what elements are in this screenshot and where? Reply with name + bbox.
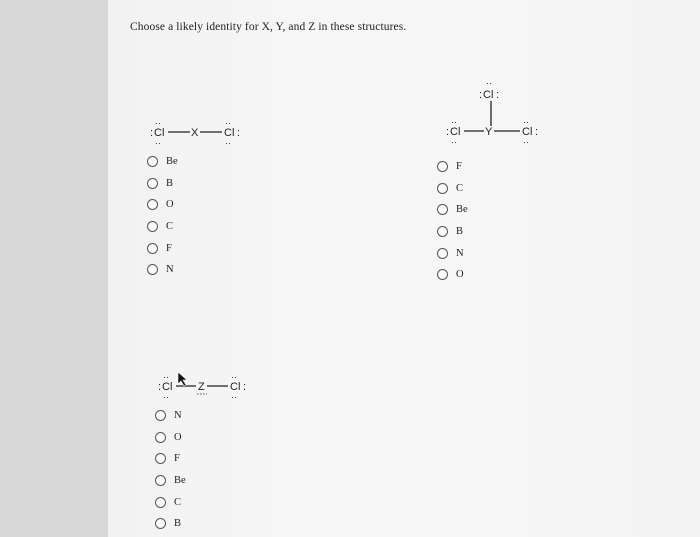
options-x <box>147 151 178 281</box>
lone-pair-dots: ·· <box>155 138 161 148</box>
option-x-b[interactable] <box>147 173 178 195</box>
structure-y <box>446 80 556 151</box>
lone-pair-dots: ·· <box>163 372 169 382</box>
structure-x <box>148 118 258 151</box>
structure-z-right-colon: : <box>243 381 247 393</box>
option-label: B <box>456 226 464 238</box>
structure-x-center: X <box>191 127 199 139</box>
structure-y-right-cl: Cl <box>522 126 533 138</box>
lone-pair-dots: ·· <box>225 138 231 148</box>
option-label: N <box>174 410 182 422</box>
option-z-o[interactable] <box>155 427 186 449</box>
lone-pair-dots: ·· <box>231 392 237 402</box>
radio-button[interactable] <box>437 161 448 172</box>
structure-x-left-atom: : <box>150 127 154 139</box>
option-label: N <box>456 247 464 259</box>
radio-button[interactable] <box>437 226 448 237</box>
option-y-b[interactable] <box>437 221 468 243</box>
option-x-f[interactable] <box>147 237 178 259</box>
radio-button[interactable] <box>147 221 158 232</box>
option-label: B <box>174 518 182 530</box>
option-label: O <box>166 199 174 211</box>
structure-z <box>158 372 268 407</box>
structure-y-left-colon: : <box>446 126 450 138</box>
radio-button[interactable] <box>147 264 158 275</box>
question-text: Choose a likely identity for X, Y, and Z in these structures. <box>130 21 407 33</box>
lone-pair-dots: ·· <box>451 117 457 127</box>
radio-button[interactable] <box>437 269 448 280</box>
option-label: N <box>166 264 174 276</box>
radio-button[interactable] <box>155 453 166 464</box>
option-x-o[interactable] <box>147 194 178 216</box>
option-label: Be <box>166 156 178 168</box>
structure-y-left-cl: Cl <box>450 126 461 138</box>
option-y-c[interactable] <box>437 178 468 200</box>
options-y <box>437 156 468 286</box>
structure-z-right-cl: Cl <box>230 381 241 393</box>
radio-button[interactable] <box>437 248 448 259</box>
option-label: O <box>174 431 182 443</box>
lone-pair-dots: ·· <box>231 372 237 382</box>
options-z <box>155 405 186 535</box>
structure-y-top-colon-right: : <box>496 89 500 101</box>
option-z-f[interactable] <box>155 448 186 470</box>
option-label: F <box>456 161 462 173</box>
lone-pair-dots: ·· <box>225 118 231 128</box>
radio-button[interactable] <box>155 497 166 508</box>
option-label: C <box>456 182 464 194</box>
radio-button[interactable] <box>437 183 448 194</box>
option-y-be[interactable] <box>437 199 468 221</box>
radio-button[interactable] <box>147 199 158 210</box>
radio-button[interactable] <box>155 475 166 486</box>
option-y-n[interactable] <box>437 242 468 264</box>
option-z-b[interactable] <box>155 513 186 535</box>
option-label: B <box>166 177 174 189</box>
radio-button[interactable] <box>147 156 158 167</box>
option-label: F <box>166 242 172 254</box>
mouse-cursor-icon <box>178 372 187 386</box>
lone-pair-dots: ·· <box>451 137 457 147</box>
radio-button[interactable] <box>155 410 166 421</box>
radio-button[interactable] <box>437 204 448 215</box>
question-sheet <box>108 0 700 537</box>
structure-y-center: Y <box>485 126 493 138</box>
option-label: F <box>174 453 180 465</box>
structure-z-left-colon: : <box>158 381 162 393</box>
lone-pair-dots: ·· <box>486 78 492 88</box>
option-z-be[interactable] <box>155 470 186 492</box>
option-label: O <box>456 269 464 281</box>
radio-button[interactable] <box>155 518 166 529</box>
lone-pair-dots: ·· <box>155 118 161 128</box>
option-y-f[interactable] <box>437 156 468 178</box>
option-label: Be <box>456 204 468 216</box>
structure-x-right-cl: Cl <box>224 127 235 139</box>
radio-button[interactable] <box>147 178 158 189</box>
option-x-c[interactable] <box>147 216 178 238</box>
option-y-o[interactable] <box>437 264 468 286</box>
lone-pair-dots: ·· <box>163 392 169 402</box>
structure-x-right-colon: : <box>237 127 241 139</box>
option-x-n[interactable] <box>147 259 178 281</box>
lone-pair-dots: ·· <box>523 117 529 127</box>
structure-y-right-colon: : <box>535 126 539 138</box>
lone-pair-dots: ·· <box>523 137 529 147</box>
radio-button[interactable] <box>155 432 166 443</box>
option-label: Be <box>174 475 186 487</box>
structure-z-left-cl: Cl <box>162 381 173 393</box>
option-label: C <box>174 496 182 508</box>
structure-z-center: Z <box>198 381 205 393</box>
option-label: C <box>166 221 174 233</box>
option-z-n[interactable] <box>155 405 186 427</box>
structure-y-top-colon-left: : <box>479 89 483 101</box>
option-z-c[interactable] <box>155 491 186 513</box>
option-x-be[interactable] <box>147 151 178 173</box>
structure-x-left-cl: Cl <box>154 127 165 139</box>
radio-button[interactable] <box>147 243 158 254</box>
structure-y-top-cl: Cl <box>483 89 494 101</box>
